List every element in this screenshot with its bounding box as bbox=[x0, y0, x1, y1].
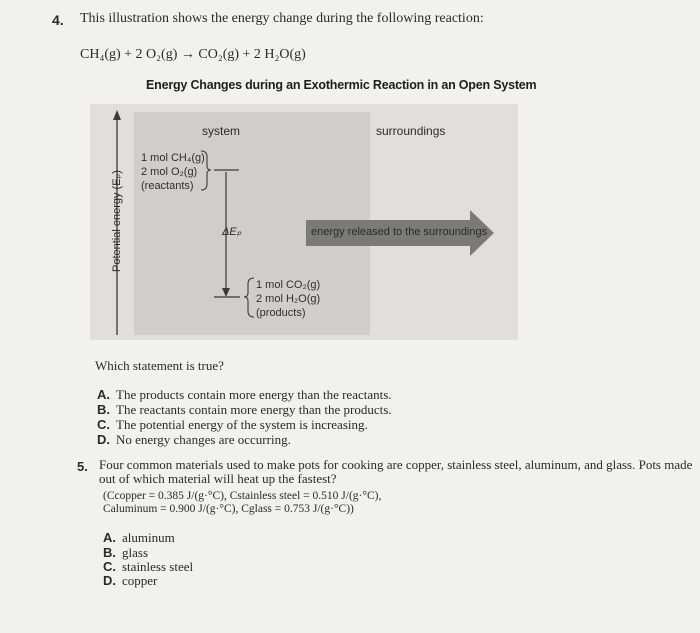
energy-released-arrow-label: energy released to the surroundings bbox=[311, 226, 488, 238]
system-label: system bbox=[202, 124, 241, 138]
question-5-number: 5. bbox=[77, 459, 88, 474]
q4-option-a[interactable]: A. The products contain more energy than the reactants. bbox=[97, 387, 392, 402]
y-axis-label: Potential energy (Eₚ) bbox=[111, 170, 123, 272]
delta-ep-label: ΔEₚ bbox=[222, 226, 242, 238]
figure-title: Energy Changes during an Exothermic Reaction in an Open System bbox=[146, 78, 537, 92]
q4-option-c[interactable]: C. The potential energy of the system is increasing. bbox=[97, 417, 368, 432]
surroundings-label: surroundings bbox=[376, 124, 446, 138]
question-4-number: 4. bbox=[52, 12, 64, 28]
q5-option-b[interactable]: B. glass bbox=[103, 545, 148, 560]
q5-option-c[interactable]: C. stainless steel bbox=[103, 559, 194, 574]
q5-option-d[interactable]: D. copper bbox=[103, 573, 158, 588]
q4-option-d[interactable]: D. No energy changes are occurring. bbox=[97, 432, 291, 447]
q4-option-b[interactable]: B. The reactants contain more energy than the products. bbox=[97, 402, 392, 417]
question-4-prompt: This illustration shows the energy change during the following reaction: bbox=[80, 11, 484, 26]
specific-heat-line-2: Caluminum = 0.900 J/(g·°C), Cglass = 0.753 J/(g·°C)) bbox=[103, 503, 354, 515]
products-label: 1 mol CO₂(g) 2 mol H₂O(g) (products) bbox=[256, 279, 321, 319]
q5-option-a[interactable]: A. aluminum bbox=[103, 530, 175, 545]
reaction-equation: CH₄(g) + 2 O₂(g) → CO₂(g) + 2 H₂O(g) bbox=[80, 47, 306, 62]
specific-heat-line-1: (Ccopper = 0.385 J/(g·°C), Cstainless steel = 0.510 J/(g·°C), bbox=[103, 490, 382, 502]
question-4-stem: Which statement is true? bbox=[95, 358, 224, 373]
question-5-prompt: Four common materials used to make pots for cooking are copper, stainless steel, aluminum, and glass. Pots made out of which material will heat up the fastest? bbox=[99, 457, 693, 486]
reactants-label: 1 mol CH₄(g) 2 mol O₂(g) (reactants) bbox=[141, 152, 205, 192]
